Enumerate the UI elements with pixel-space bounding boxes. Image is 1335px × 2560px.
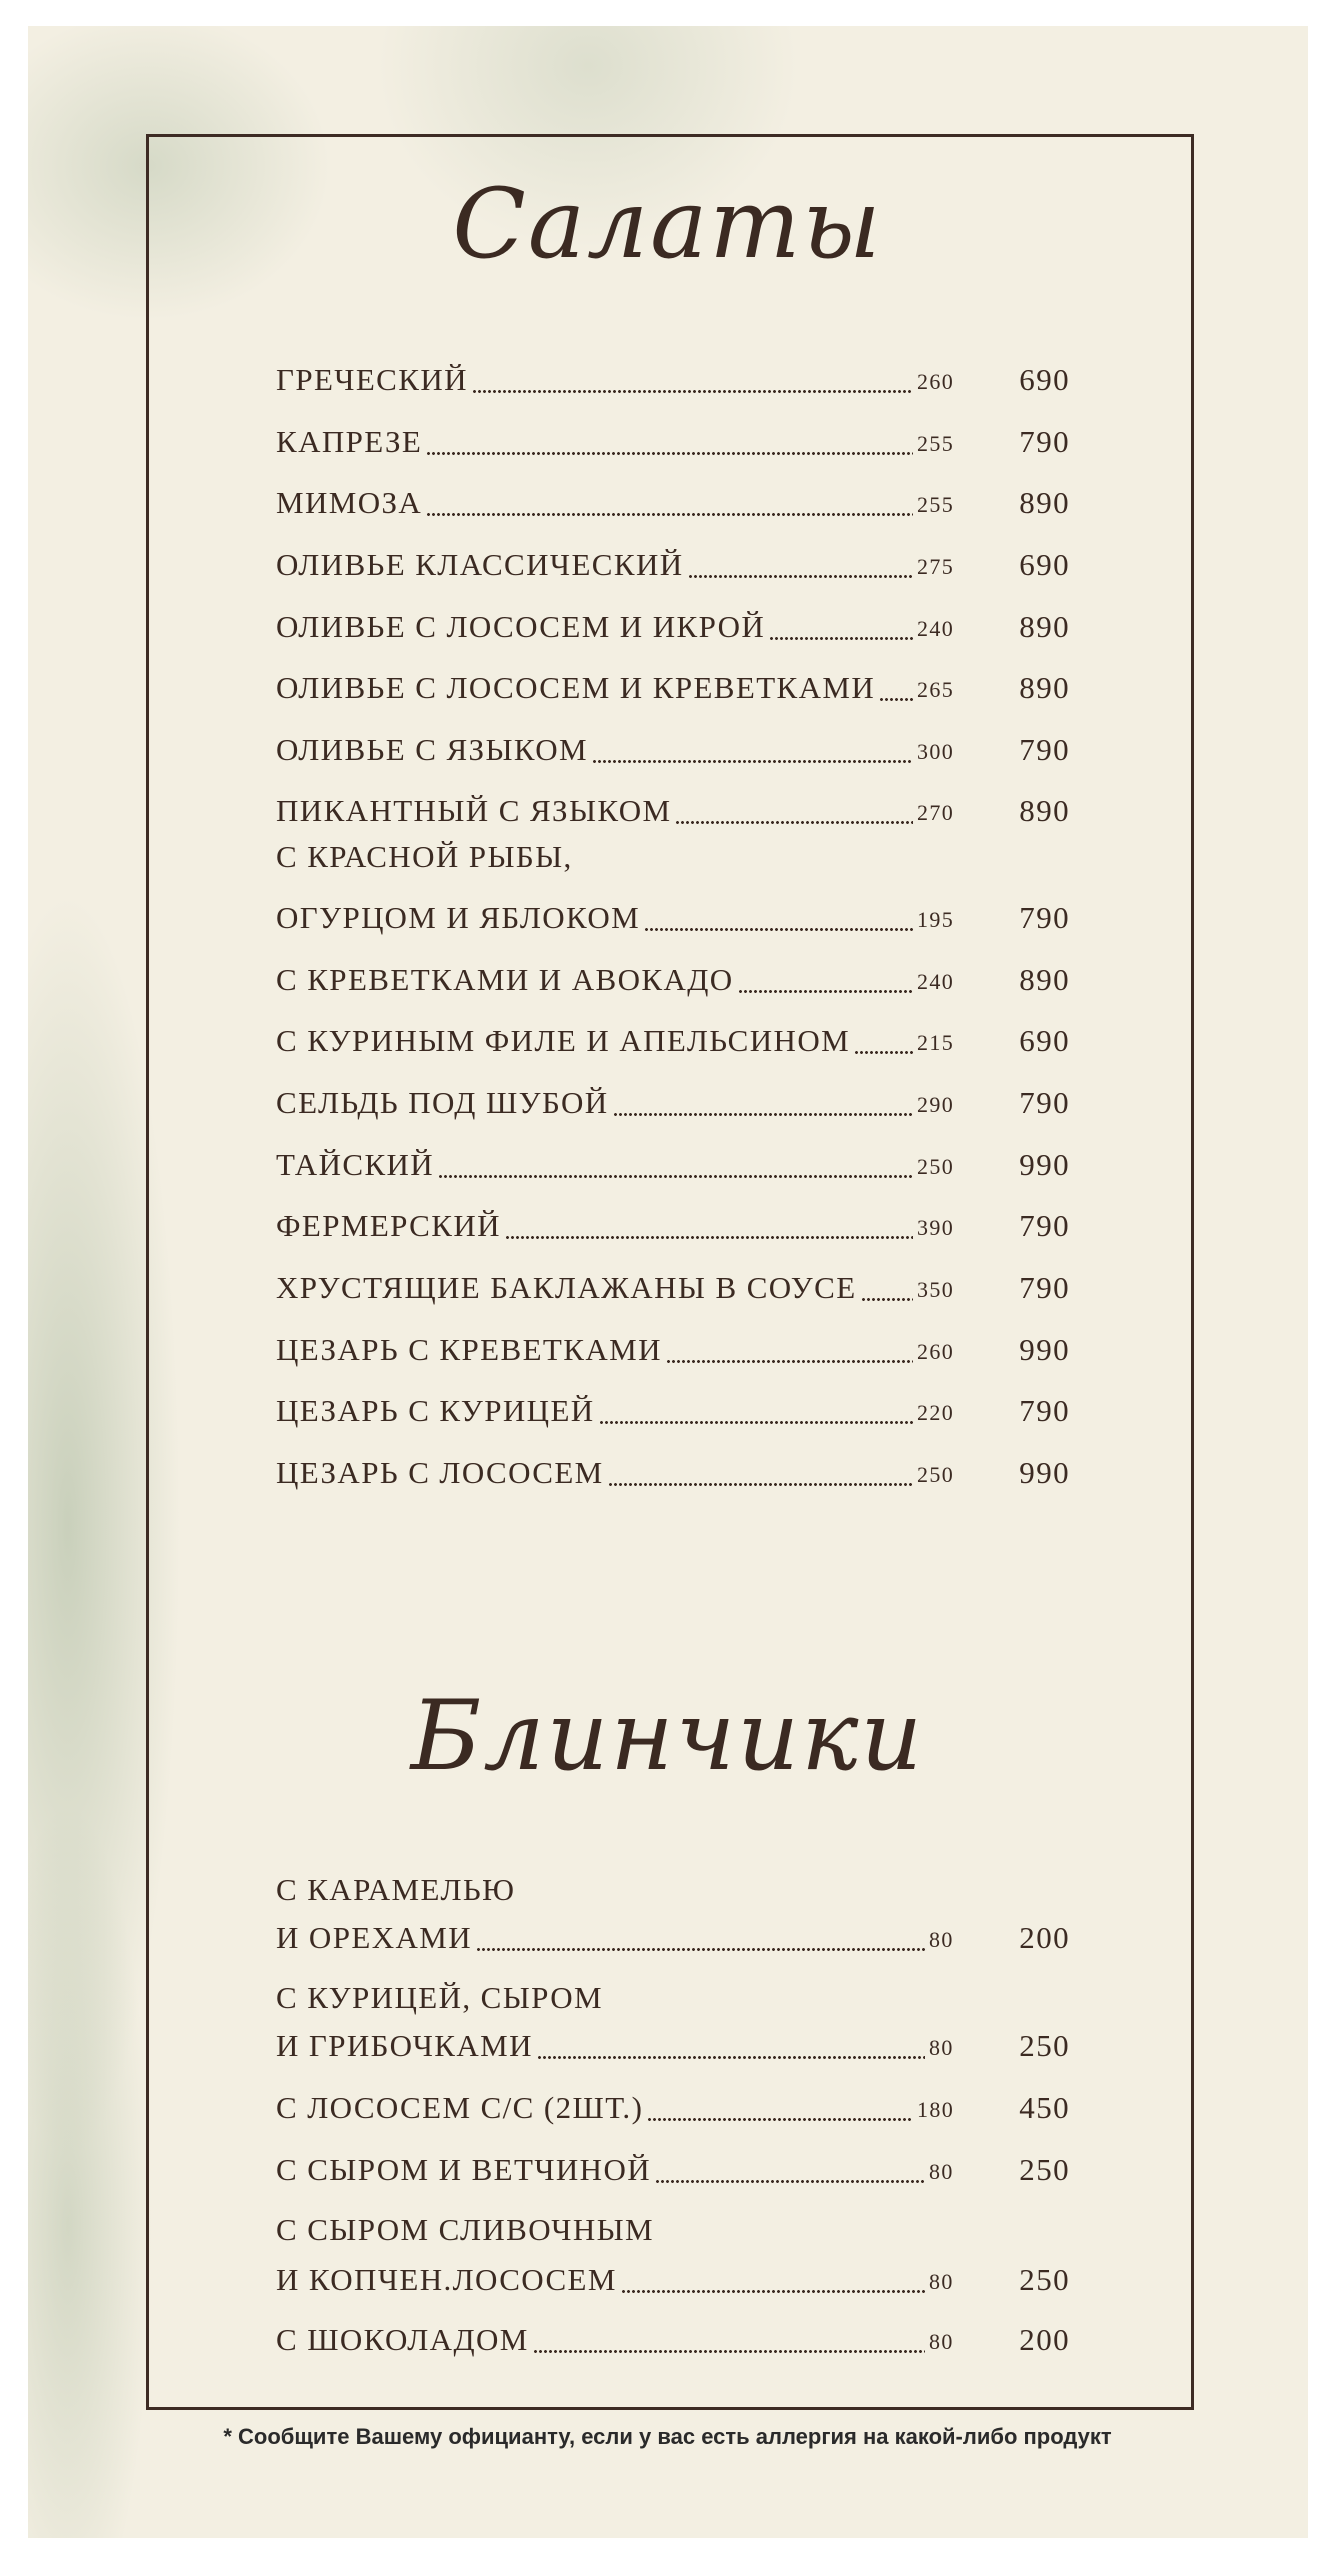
menu-item-price: 200 <box>1019 2322 1070 2357</box>
menu-item-name: С ШОКОЛАДОМ <box>276 2322 529 2357</box>
menu-item-name: С КРЕВЕТКАМИ И АВОКАДО <box>276 962 734 997</box>
menu-item-weight: 255 <box>917 492 955 517</box>
menu-item <box>276 668 1070 708</box>
dot-leader <box>769 607 913 647</box>
menu-item <box>276 1918 1070 1958</box>
menu-item-price: 990 <box>1019 1147 1070 1182</box>
dot-leader <box>426 422 913 462</box>
dot-leader <box>675 791 913 831</box>
menu-item <box>276 1268 1070 1308</box>
dot-leader <box>599 1391 913 1431</box>
menu-item-price: 790 <box>1019 1270 1070 1305</box>
menu-item-price: 690 <box>1019 547 1070 582</box>
menu-item <box>276 960 1070 1000</box>
menu-item <box>276 2320 1070 2360</box>
section-title-salads: Салаты <box>452 168 883 280</box>
menu-item-name: И ОРЕХАМИ <box>276 1920 473 1955</box>
menu-item-weight: 275 <box>917 554 955 579</box>
menu-item-price: 790 <box>1019 1085 1070 1120</box>
menu-item <box>276 545 1070 585</box>
menu-item <box>276 1145 1070 1185</box>
menu-item-price: 450 <box>1019 2090 1070 2125</box>
menu-item-weight: 260 <box>917 369 955 394</box>
menu-item-weight: 80 <box>929 2329 954 2354</box>
menu-item <box>276 1206 1070 1246</box>
menu-item <box>276 791 1070 831</box>
menu-item-price: 250 <box>1019 2262 1070 2297</box>
menu-item-name-line1: С КРАСНОЙ РЫБЫ, <box>276 839 573 874</box>
menu-item-name: ОЛИВЬЕ С ЯЗЫКОМ <box>276 732 588 767</box>
menu-item <box>276 1453 1070 1493</box>
menu-item <box>276 2088 1070 2128</box>
menu-item-weight: 215 <box>917 1030 955 1055</box>
menu-item-weight: 265 <box>917 677 955 702</box>
menu-item-name: ЦЕЗАРЬ С КРЕВЕТКАМИ <box>276 1332 662 1367</box>
menu-item <box>276 1083 1070 1123</box>
dot-leader <box>861 1268 913 1308</box>
menu-item-weight: 80 <box>929 1927 954 1952</box>
menu-item-price: 690 <box>1019 1023 1070 1058</box>
dot-leader <box>688 545 913 585</box>
menu-item-name: СЕЛЬДЬ ПОД ШУБОЙ <box>276 1085 609 1120</box>
dot-leader <box>592 730 913 770</box>
menu-item-price: 790 <box>1019 900 1070 935</box>
dot-leader <box>644 898 913 938</box>
menu-item-weight: 240 <box>917 969 955 994</box>
menu-item-price: 790 <box>1019 732 1070 767</box>
menu-item <box>276 607 1070 647</box>
menu-item-weight: 180 <box>917 2097 955 2122</box>
allergy-note: * Сообщите Вашему официанту, если у вас есть аллергия на какой-либо продукт <box>223 2424 1112 2449</box>
menu-item-name: ХРУСТЯЩИЕ БАКЛАЖАНЫ В СОУСЕ <box>276 1270 857 1305</box>
menu-item <box>276 1021 1070 1061</box>
menu-item-name: С СЫРОМ И ВЕТЧИНОЙ <box>276 2152 652 2187</box>
menu-item-name: И ГРИБОЧКАМИ <box>276 2028 533 2063</box>
menu-item-name: ЦЕЗАРЬ С ЛОСОСЕМ <box>276 1455 604 1490</box>
menu-item-price: 690 <box>1019 362 1070 397</box>
menu-item <box>276 422 1070 462</box>
menu-item-weight: 80 <box>929 2159 954 2184</box>
menu-item-name: ОЛИВЬЕ КЛАССИЧЕСКИЙ <box>276 547 684 582</box>
menu-item-name: ТАЙСКИЙ <box>276 1147 435 1182</box>
dot-leader <box>426 483 913 523</box>
dot-leader <box>655 2150 925 2190</box>
menu-item-name: ПИКАНТНЫЙ С ЯЗЫКОМ <box>276 793 672 828</box>
menu-item-name: МИМОЗА <box>276 485 423 520</box>
menu-item-price: 790 <box>1019 424 1070 459</box>
dot-leader <box>613 1083 913 1123</box>
menu-item-price: 250 <box>1019 2152 1070 2187</box>
menu-item <box>276 2026 1070 2066</box>
menu-item-name: И КОПЧЕН.ЛОСОСЕМ <box>276 2262 617 2297</box>
menu-item-name: ЦЕЗАРЬ С КУРИЦЕЙ <box>276 1393 595 1428</box>
menu-item-name: С ЛОСОСЕМ С/С (2ШТ.) <box>276 2090 644 2125</box>
menu-item <box>276 2150 1070 2190</box>
menu-item-weight: 390 <box>917 1215 955 1240</box>
menu-item-name-line1: С КУРИЦЕЙ, СЫРОМ <box>276 1980 603 2015</box>
menu-item-weight: 290 <box>917 1092 955 1117</box>
menu-item <box>276 898 1070 938</box>
menu-item-price: 890 <box>1019 962 1070 997</box>
menu-item <box>276 1330 1070 1370</box>
menu-item-name: КАПРЕЗЕ <box>276 424 423 459</box>
menu-item-weight: 270 <box>917 800 955 825</box>
section-title-pancakes: Блинчики <box>410 1680 925 1792</box>
dot-leader <box>533 2320 925 2360</box>
menu-item <box>276 730 1070 770</box>
menu-item-weight: 250 <box>917 1462 955 1487</box>
menu-item-price: 790 <box>1019 1393 1070 1428</box>
menu-item <box>276 2260 1070 2300</box>
menu-item-weight: 80 <box>929 2035 954 2060</box>
menu-item-price: 890 <box>1019 485 1070 520</box>
menu-item-name: ФЕРМЕРСКИЙ <box>276 1208 501 1243</box>
menu-item-name: С КУРИНЫМ ФИЛЕ И АПЕЛЬСИНОМ <box>276 1023 851 1058</box>
dot-leader <box>647 2088 913 2128</box>
dot-leader <box>738 960 913 1000</box>
menu-item-name-line1: С КАРАМЕЛЬЮ <box>276 1872 516 1907</box>
menu-item-name: ГРЕЧЕСКИЙ <box>276 362 468 397</box>
dot-leader <box>666 1330 913 1370</box>
menu-item-weight: 300 <box>917 739 955 764</box>
menu-item-name-line1: С СЫРОМ СЛИВОЧНЫМ <box>276 2212 654 2247</box>
dot-leader <box>476 1918 925 1958</box>
dot-leader <box>854 1021 913 1061</box>
menu-item <box>276 483 1070 523</box>
menu-item-price: 890 <box>1019 670 1070 705</box>
menu-item <box>276 1391 1070 1431</box>
menu-item-weight: 260 <box>917 1339 955 1364</box>
menu-item-weight: 220 <box>917 1400 955 1425</box>
menu-item-weight: 350 <box>917 1277 955 1302</box>
dot-leader <box>438 1145 913 1185</box>
menu-item-name: ОЛИВЬЕ С ЛОСОСЕМ И КРЕВЕТКАМИ <box>276 670 876 705</box>
menu-item-price: 200 <box>1019 1920 1070 1955</box>
menu-item-price: 250 <box>1019 2028 1070 2063</box>
dot-leader <box>621 2260 925 2300</box>
menu-item-weight: 250 <box>917 1154 955 1179</box>
dot-leader <box>537 2026 925 2066</box>
menu-item-weight: 195 <box>917 907 955 932</box>
dot-leader <box>505 1206 913 1246</box>
menu-item-price: 890 <box>1019 609 1070 644</box>
dot-leader <box>608 1453 913 1493</box>
menu-item-price: 990 <box>1019 1332 1070 1367</box>
menu-item-name: ОГУРЦОМ И ЯБЛОКОМ <box>276 900 641 935</box>
menu-item-price: 890 <box>1019 793 1070 828</box>
menu-item-weight: 80 <box>929 2269 954 2294</box>
menu-item-price: 790 <box>1019 1208 1070 1243</box>
menu-item-weight: 255 <box>917 431 955 456</box>
menu-item-weight: 240 <box>917 616 955 641</box>
menu-item <box>276 360 1070 400</box>
dot-leader <box>879 668 913 708</box>
dot-leader <box>472 360 913 400</box>
menu-item-name: ОЛИВЬЕ С ЛОСОСЕМ И ИКРОЙ <box>276 609 766 644</box>
menu-item-price: 990 <box>1019 1455 1070 1490</box>
